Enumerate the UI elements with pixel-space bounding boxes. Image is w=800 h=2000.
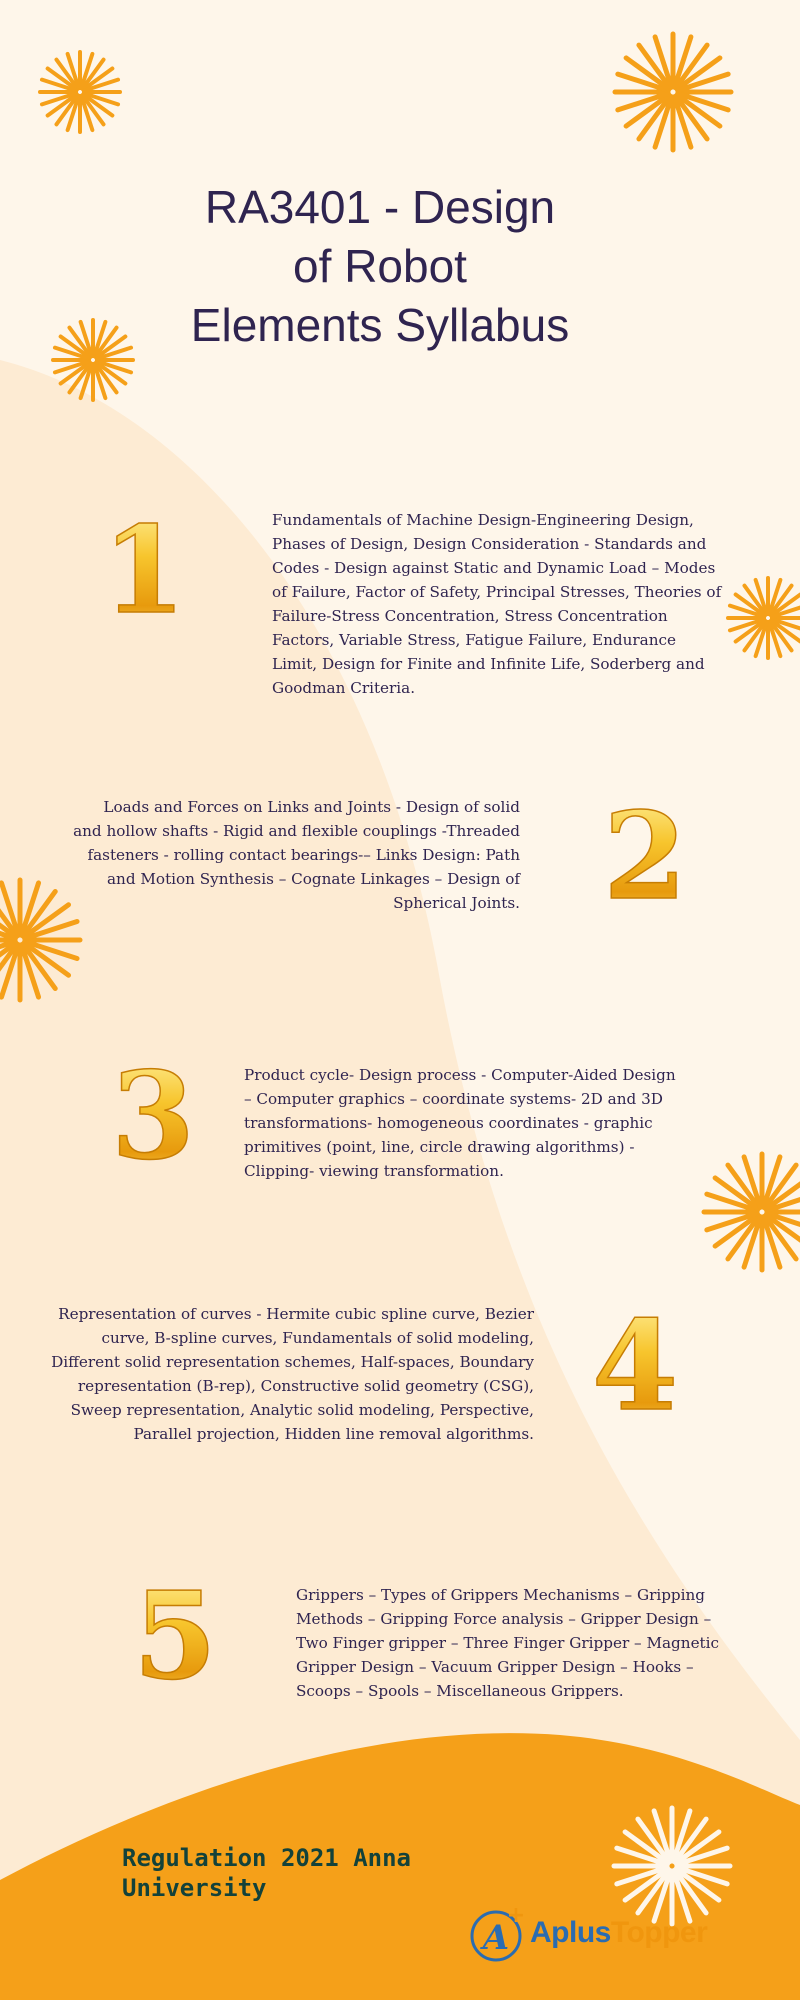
regulation-text: Regulation 2021 Anna University (122, 1844, 411, 1902)
unit-2-number (600, 786, 690, 927)
sunburst-icon (704, 1154, 800, 1270)
unit-5-text: Grippers – Types of Grippers Mechanisms – Gripping Methods – Gripping Force analysis – Gripper Design – Two Finger gripper – Three Finger Gripper – Magnetic Gripper Design – Vacuum Gripper Design – Hooks – Scoops – Spools – Miscellaneous Grippers. (296, 1586, 720, 1700)
svg-text:5: 5 (133, 1566, 217, 1707)
svg-text:2: 2 (603, 786, 687, 927)
aplustopper-logo-icon (468, 1904, 528, 1964)
sunburst-icon (615, 34, 731, 150)
unit-2-text: Loads and Forces on Links and Joints - Design of solid and hollow shafts - Rigid and flexible couplings -Threaded fasteners - rolling contact bearings-– Links Design: Path and Motion Synthesis – Cognate Linkages – Design of Spherical Joints. (73, 798, 520, 912)
unit-4-number (585, 1294, 685, 1439)
svg-text:A: A (482, 1918, 510, 1958)
sunburst-icon (40, 52, 120, 132)
unit-5-number (130, 1566, 220, 1707)
unit-3-text: Product cycle- Design process - Computer-Aided Design – Computer graphics – coordinate systems- 2D and 3D transformations- homogeneous coordinates - graphic primitives (point, line, circle drawing algorithms) - Clipping- viewing transformation. (244, 1066, 676, 1180)
aplustopper-logo[interactable] (466, 1902, 716, 1966)
unit-1-number (102, 500, 186, 641)
sunburst-icon (0, 880, 80, 1000)
page-title (150, 178, 610, 355)
svg-text:4: 4 (591, 1294, 679, 1439)
unit-4-text: Representation of curves - Hermite cubic spline curve, Bezier curve, B-spline curves, Fundamentals of solid modeling, Different solid representation schemes, Half-spaces, Boundary representation (B-rep), Constructive solid geometry (CSG), Sweep representation, Analytic solid modeling, Perspective, Parallel projection, Hidden line removal algorithms. (51, 1305, 534, 1443)
sunburst-icon (728, 578, 800, 658)
svg-text:+: + (506, 1904, 526, 1928)
title-line-1: RA3401 - Design (204, 181, 556, 233)
unit-1-text: Fundamentals of Machine Design-Engineering Design, Phases of Design, Design Consideration - Standards and Codes - Design against Static and Dynamic Load – Modes of Failure, Factor of Safety, Principal Stresses, Theories of Failure-Stress Concentration, Stress Concentration Factors, Variable Stress, Fatigue Failure, Endurance Limit, Design for Finite and Infinite Life, Soderberg and Goodman Criteria. (272, 511, 722, 697)
logo-wordmark: AplusTopper (530, 1916, 708, 1949)
svg-text:1: 1 (102, 500, 186, 641)
svg-text:3: 3 (111, 1046, 195, 1187)
title-line-2: of Robot (293, 240, 467, 292)
unit-3-number (108, 1046, 198, 1187)
title-line-3: Elements Syllabus (190, 299, 570, 351)
sunburst-icon (53, 320, 133, 400)
